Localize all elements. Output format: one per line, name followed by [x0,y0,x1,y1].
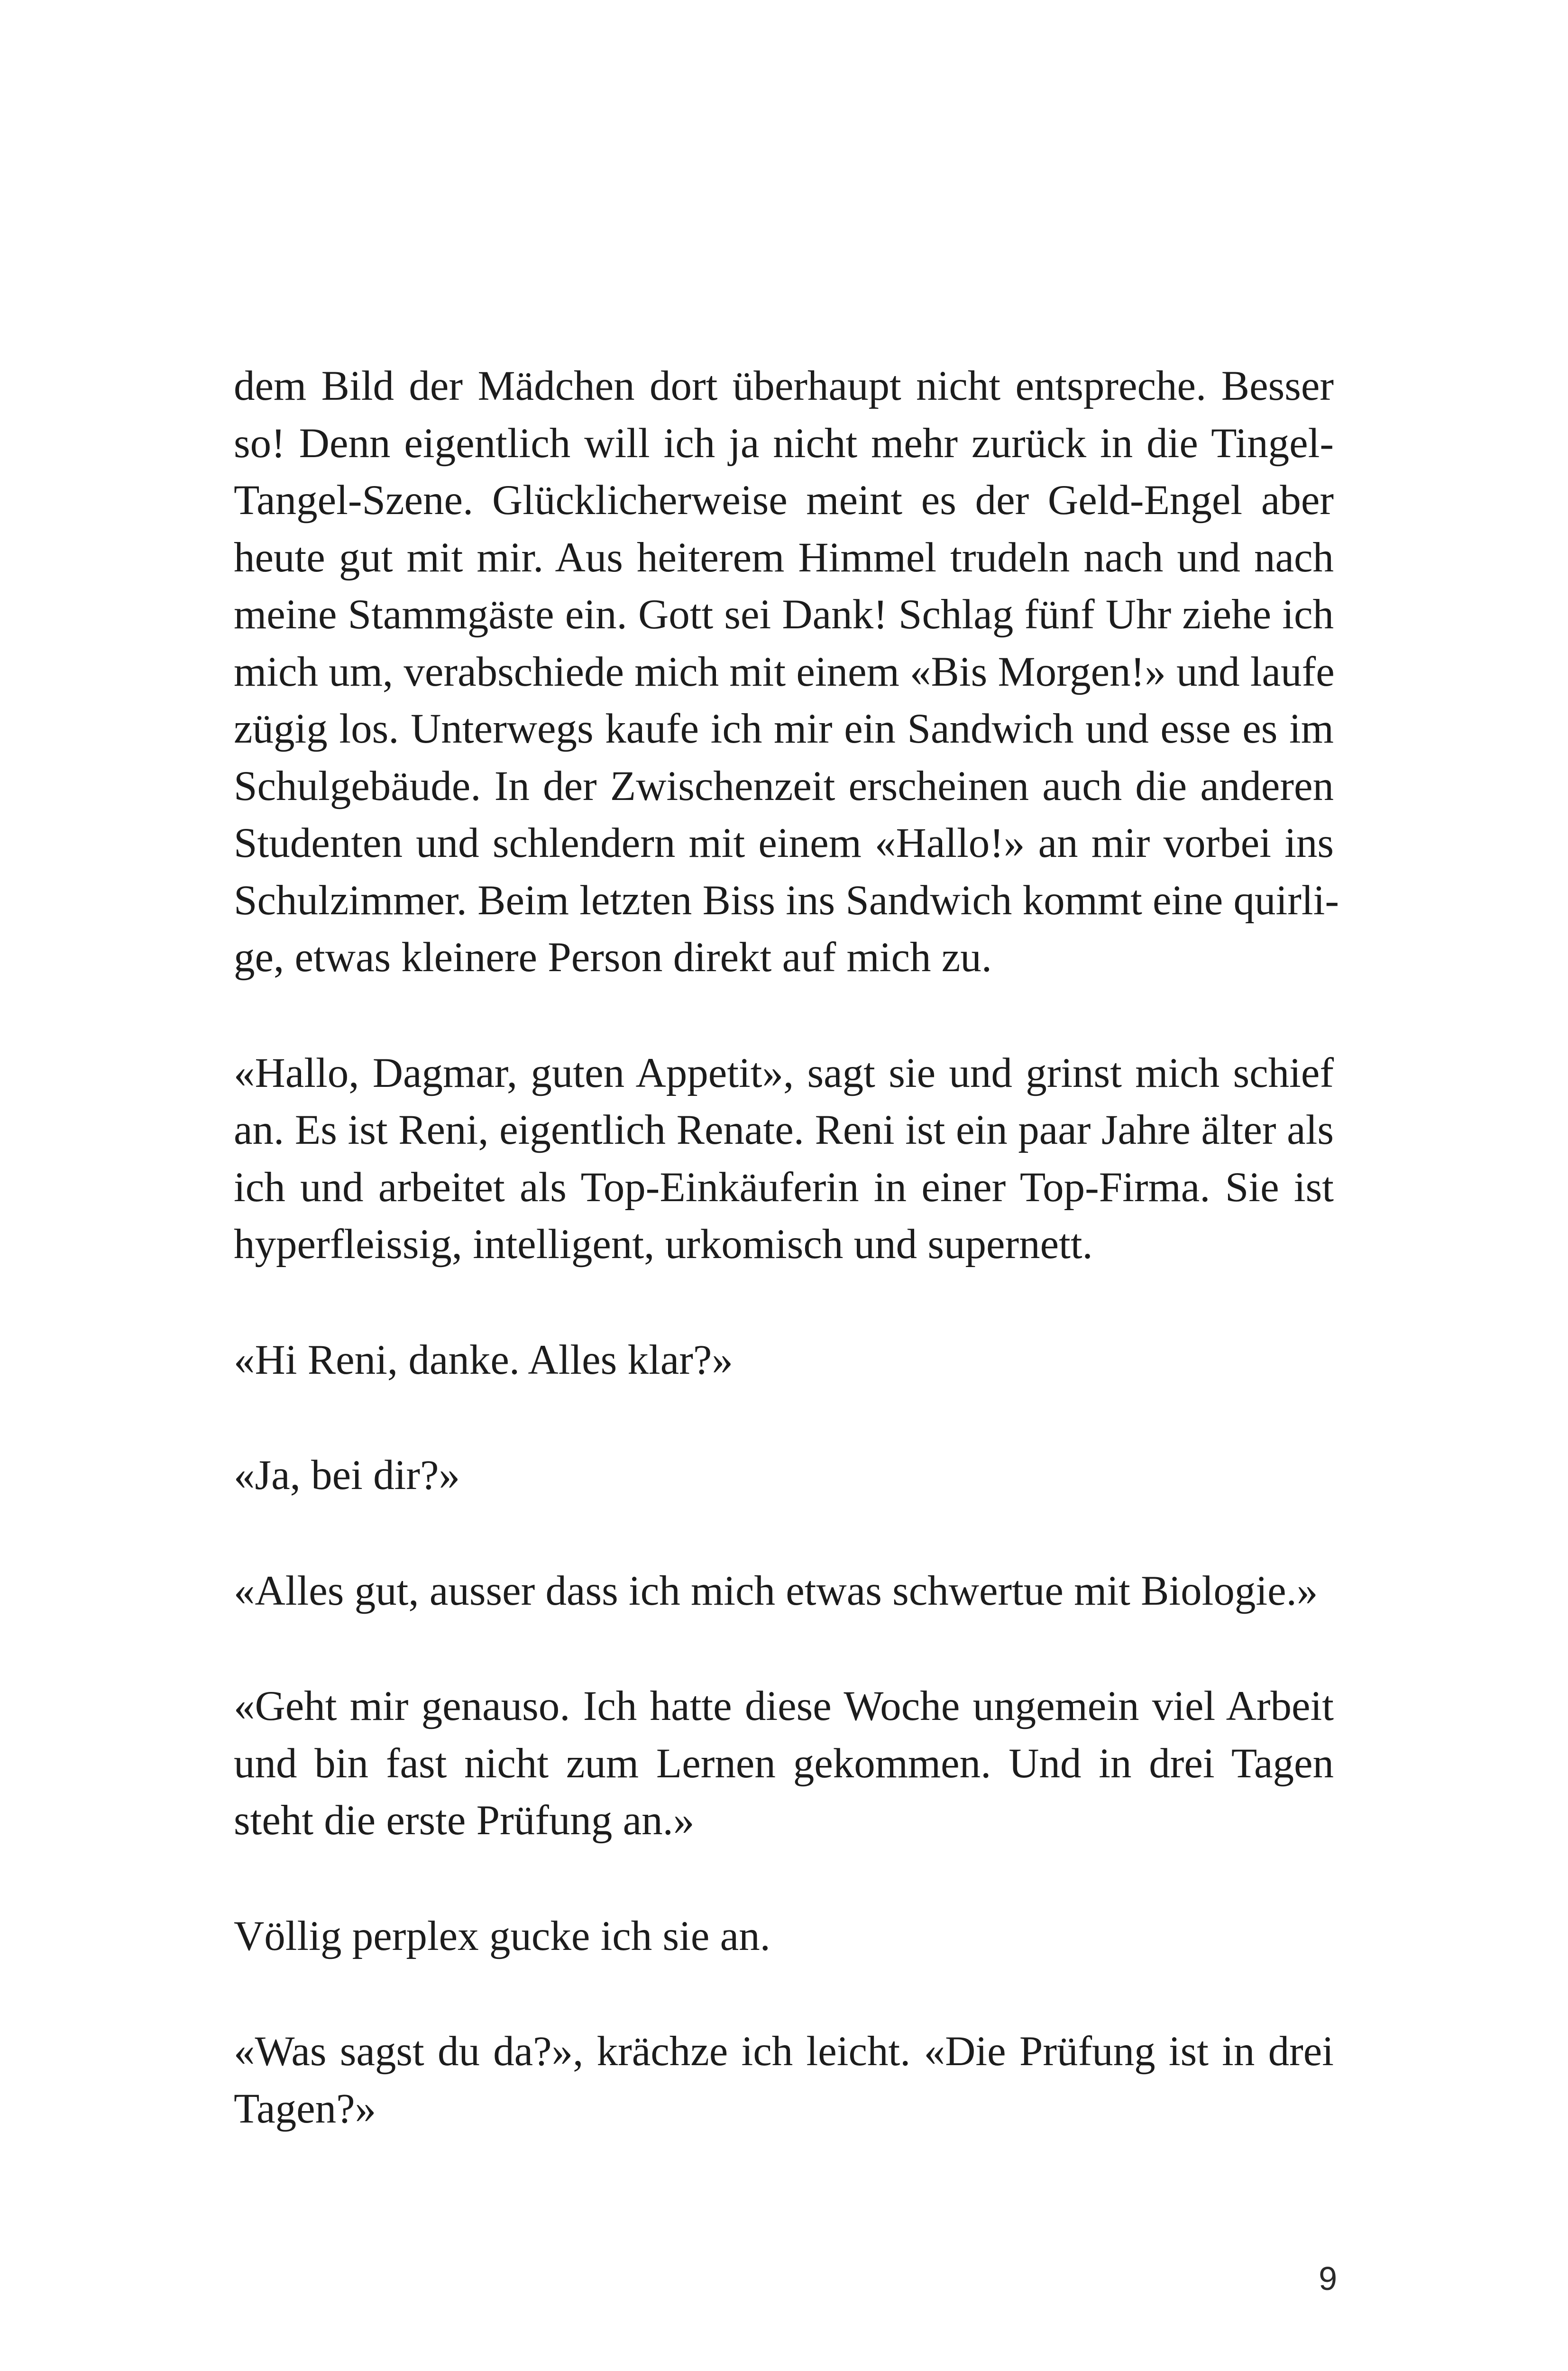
text-line: «Ja, bei dir?» [234,1452,460,1498]
text-line: Völlig perplex gucke ich sie an. [234,1912,770,1959]
paragraph [234,1908,1334,1965]
text-line: Tagen?» [234,2085,376,2132]
text-line: «Alles gut, ausser dass ich mich etwas schwertue mit Biologie.» [234,1567,1318,1614]
text-line: mich um, verabschiede mich mit einem «Bis Morgen!» und laufe [234,648,1335,695]
paragraph [234,1332,1334,1389]
paragraph [234,1678,1334,1849]
text-line: «Was sagst du da?», krächze ich leicht. «Die Prüfung ist in drei [234,2028,1334,2075]
text-line: an. Es ist Reni, eigentlich Renate. Reni ist ein paar Jahre älter als [234,1107,1334,1153]
page-number: 9 [1319,2260,1337,2297]
text-line: und bin fast nicht zum Lernen gekommen. Und in drei Tagen [234,1740,1334,1787]
text-line: steht die erste Prüfung an.» [234,1797,695,1844]
text-line: «Hi Reni, danke. Alles klar?» [234,1336,733,1383]
text-line: meine Stammgäste ein. Gott sei Dank! Schlag fünf Uhr ziehe ich [234,591,1334,638]
paragraph [234,1447,1334,1504]
text-line: «Geht mir genauso. Ich hatte diese Woche ungemein viel Arbeit [234,1683,1334,1729]
text-line: heute gut mit mir. Aus heiterem Himmel trudeln nach und nach [234,534,1334,581]
text-line: Tangel-Szene. Glücklicherweise meint es der Geld-Engel aber [234,477,1334,524]
text-line: Schulgebäude. In der Zwischenzeit erscheinen auch die anderen [234,763,1334,809]
paragraph [234,358,1339,986]
text-line: dem Bild der Mädchen dort überhaupt nicht entspreche. Besser [234,363,1334,409]
text-line: «Hallo, Dagmar, guten Appetit», sagt sie und grinst mich schief [234,1049,1334,1096]
text-line: ich und arbeitet als Top-Einkäuferin in einer Top-Firma. Sie ist [234,1164,1334,1211]
paragraph [234,1045,1334,1273]
text-line: Studenten und schlendern mit einem «Hallo!» an mir vorbei ins [234,820,1334,866]
paragraph [234,2023,1334,2137]
text-line: zügig los. Unterwegs kaufe ich mir ein Sandwich und esse es im [234,706,1334,752]
paragraph [234,1562,1334,1620]
body-text [234,358,1339,2196]
text-line: so! Denn eigentlich will ich ja nicht mehr zurück in die Tingel- [234,420,1334,467]
text-line: hyperfleissig, intelligent, urkomisch und supernett. [234,1221,1093,1268]
text-line: ge, etwas kleinere Person direkt auf mich zu. [234,934,992,981]
text-line: Schulzimmer. Beim letzten Biss ins Sandwich kommt eine quirli- [234,877,1339,924]
